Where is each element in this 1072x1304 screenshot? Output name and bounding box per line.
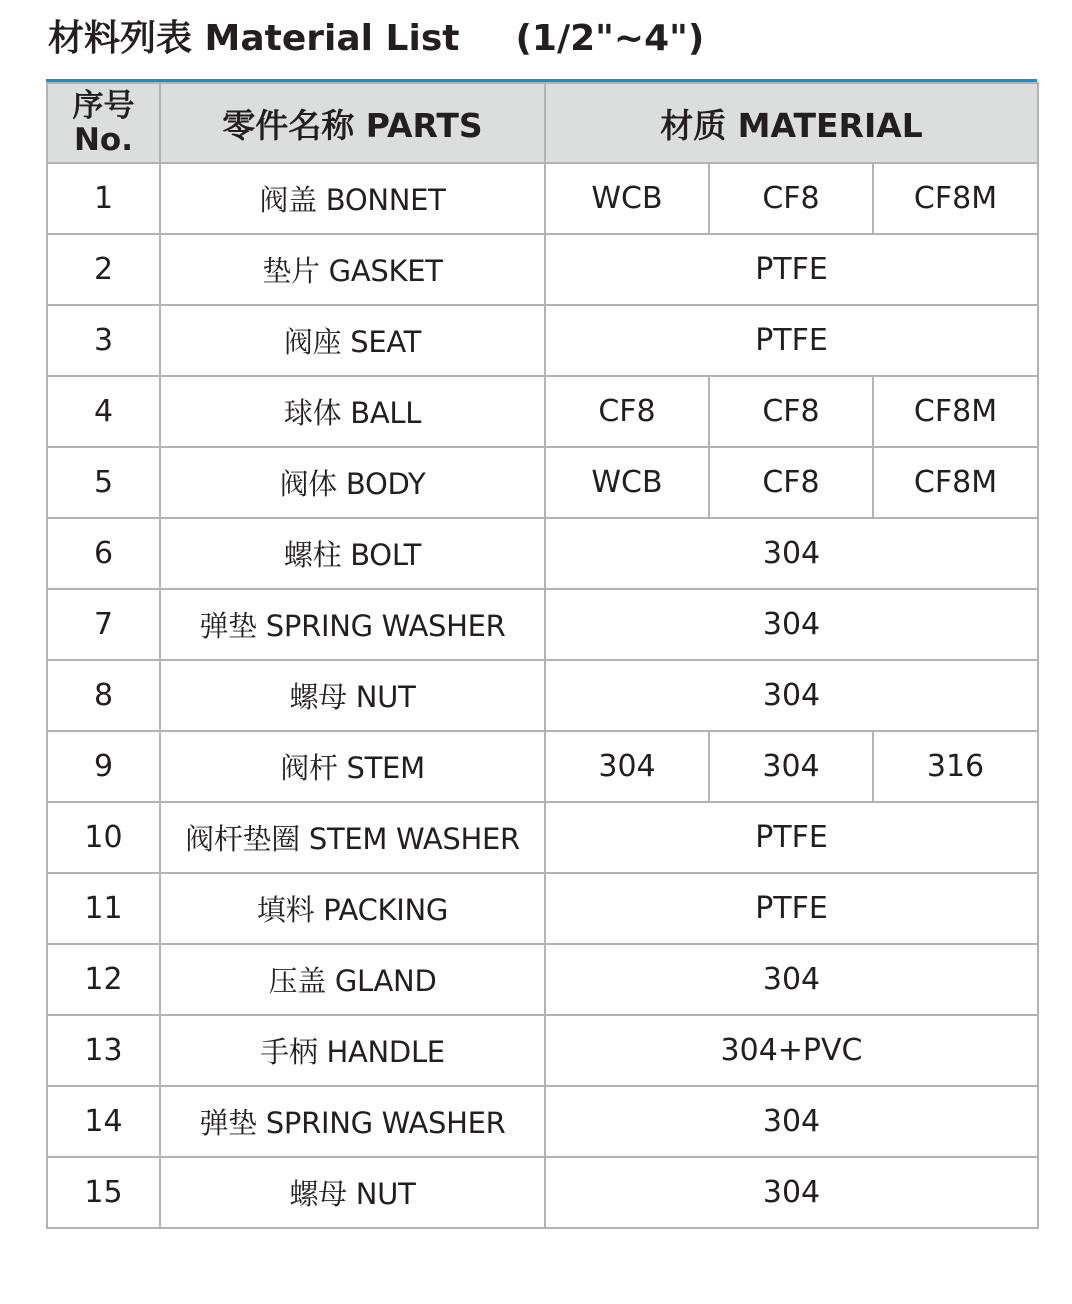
material-value: WCB bbox=[545, 163, 709, 234]
row-number: 9 bbox=[47, 731, 160, 802]
header-material: 材质 MATERIAL bbox=[545, 83, 1038, 163]
material-value: 304 bbox=[545, 1086, 1038, 1157]
part-name: 弹垫 SPRING WASHER bbox=[160, 1086, 545, 1157]
part-name: 手柄 HANDLE bbox=[160, 1015, 545, 1086]
material-value: 304+PVC bbox=[545, 1015, 1038, 1086]
part-name: 阀座 SEAT bbox=[160, 305, 545, 376]
part-name: 垫片 GASKET bbox=[160, 234, 545, 305]
material-value: CF8 bbox=[545, 376, 709, 447]
material-value: CF8 bbox=[709, 163, 873, 234]
table-row bbox=[47, 447, 1038, 518]
table-header-row bbox=[47, 83, 1038, 163]
part-name: 球体 BALL bbox=[160, 376, 545, 447]
row-number: 1 bbox=[47, 163, 160, 234]
table-row bbox=[47, 802, 1038, 873]
material-value: 304 bbox=[545, 660, 1038, 731]
part-name: 螺母 NUT bbox=[160, 660, 545, 731]
material-list-table bbox=[46, 82, 1039, 1229]
row-number: 6 bbox=[47, 518, 160, 589]
row-number: 15 bbox=[47, 1157, 160, 1228]
part-name: 螺柱 BOLT bbox=[160, 518, 545, 589]
material-value: 304 bbox=[545, 731, 709, 802]
material-value: PTFE bbox=[545, 234, 1038, 305]
table-row bbox=[47, 518, 1038, 589]
material-value: CF8M bbox=[873, 447, 1038, 518]
material-value: 304 bbox=[545, 944, 1038, 1015]
material-value: CF8 bbox=[709, 447, 873, 518]
page-title bbox=[48, 14, 1038, 64]
part-name: 压盖 GLAND bbox=[160, 944, 545, 1015]
material-value: CF8M bbox=[873, 376, 1038, 447]
row-number: 5 bbox=[47, 447, 160, 518]
part-name: 填料 PACKING bbox=[160, 873, 545, 944]
material-value: PTFE bbox=[545, 873, 1038, 944]
table-row bbox=[47, 873, 1038, 944]
row-number: 12 bbox=[47, 944, 160, 1015]
table-row bbox=[47, 589, 1038, 660]
row-number: 3 bbox=[47, 305, 160, 376]
header-parts: 零件名称 PARTS bbox=[160, 83, 545, 163]
material-value: 316 bbox=[873, 731, 1038, 802]
row-number: 13 bbox=[47, 1015, 160, 1086]
header-no-en: No. bbox=[73, 122, 134, 158]
table-row bbox=[47, 234, 1038, 305]
material-value: PTFE bbox=[545, 802, 1038, 873]
table-body bbox=[47, 163, 1038, 1228]
table-row bbox=[47, 1157, 1038, 1228]
material-value: PTFE bbox=[545, 305, 1038, 376]
material-value: 304 bbox=[709, 731, 873, 802]
material-value: 304 bbox=[545, 1157, 1038, 1228]
table-row bbox=[47, 660, 1038, 731]
table-row bbox=[47, 376, 1038, 447]
row-number: 11 bbox=[47, 873, 160, 944]
table-row bbox=[47, 1015, 1038, 1086]
material-value: CF8M bbox=[873, 163, 1038, 234]
row-number: 4 bbox=[47, 376, 160, 447]
part-name: 螺母 NUT bbox=[160, 1157, 545, 1228]
title-size-range: (1/2"~4") bbox=[515, 18, 705, 59]
table-row bbox=[47, 1086, 1038, 1157]
material-value: 304 bbox=[545, 518, 1038, 589]
header-no-cn: 序号 bbox=[72, 88, 135, 124]
material-value: CF8 bbox=[709, 376, 873, 447]
material-value: 304 bbox=[545, 589, 1038, 660]
row-number: 7 bbox=[47, 589, 160, 660]
title-main: 材料列表 Material List bbox=[48, 18, 460, 59]
row-number: 8 bbox=[47, 660, 160, 731]
part-name: 阀杆 STEM bbox=[160, 731, 545, 802]
part-name: 阀体 BODY bbox=[160, 447, 545, 518]
header-no bbox=[47, 83, 160, 163]
table-row bbox=[47, 305, 1038, 376]
part-name: 弹垫 SPRING WASHER bbox=[160, 589, 545, 660]
row-number: 14 bbox=[47, 1086, 160, 1157]
material-value: WCB bbox=[545, 447, 709, 518]
row-number: 10 bbox=[47, 802, 160, 873]
table-row bbox=[47, 163, 1038, 234]
row-number: 2 bbox=[47, 234, 160, 305]
table-row bbox=[47, 731, 1038, 802]
part-name: 阀盖 BONNET bbox=[160, 163, 545, 234]
table-row bbox=[47, 944, 1038, 1015]
part-name: 阀杆垫圈 STEM WASHER bbox=[160, 802, 545, 873]
